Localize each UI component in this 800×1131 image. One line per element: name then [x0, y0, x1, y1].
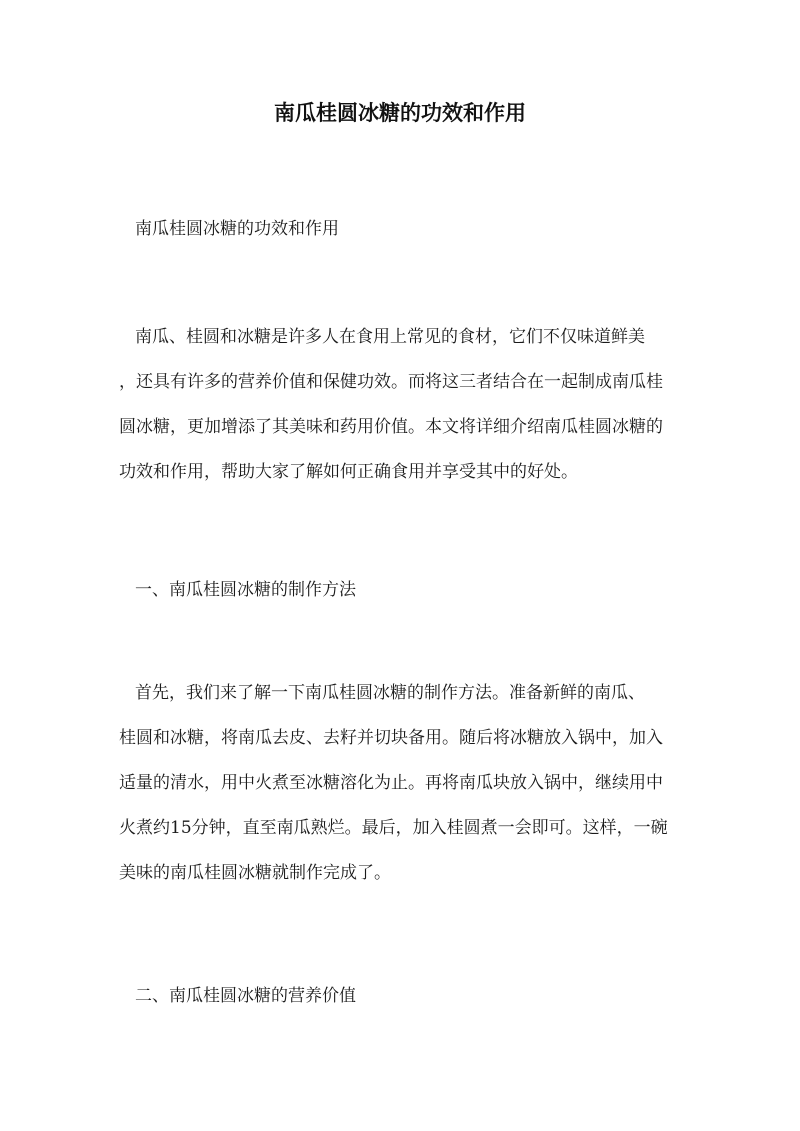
intro-line: 南瓜、桂圆和冰糖是许多人在食用上常见的食材，它们不仅味道鲜美 — [135, 327, 645, 347]
section1-line: 适量的清水，用中火煮至冰糖溶化为止。再将南瓜块放入锅中，继续用中 — [119, 773, 663, 793]
document-title: 南瓜桂圆冰糖的功效和作用 — [274, 100, 526, 125]
intro-line: ，还具有许多的营养价值和保健功效。而将这三者结合在一起制成南瓜桂 — [119, 372, 663, 392]
intro-paragraph — [119, 315, 700, 495]
section1-line: 美味的南瓜桂圆冰糖就制作完成了。 — [119, 863, 391, 883]
section2-heading: 二、南瓜桂圆冰糖的营养价值 — [135, 986, 356, 1006]
intro-line: 功效和作用，帮助大家了解如何正确食用并享受其中的好处。 — [119, 462, 578, 482]
intro-line: 圆冰糖，更加增添了其美味和药用价值。本文将详细介绍南瓜桂圆冰糖的 — [119, 417, 663, 437]
section1-heading: 一、南瓜桂圆冰糖的制作方法 — [135, 580, 356, 600]
section1-paragraph — [119, 671, 700, 896]
document-subtitle: 南瓜桂圆冰糖的功效和作用 — [135, 219, 339, 239]
section1-line: 桂圆和冰糖，将南瓜去皮、去籽并切块备用。随后将冰糖放入锅中，加入 — [119, 728, 663, 748]
section1-line: 首先，我们来了解一下南瓜桂圆冰糖的制作方法。准备新鲜的南瓜、 — [135, 683, 645, 703]
section1-line: 火煮约15分钟，直至南瓜熟烂。最后，加入桂圆煮一会即可。这样，一碗 — [119, 818, 668, 838]
